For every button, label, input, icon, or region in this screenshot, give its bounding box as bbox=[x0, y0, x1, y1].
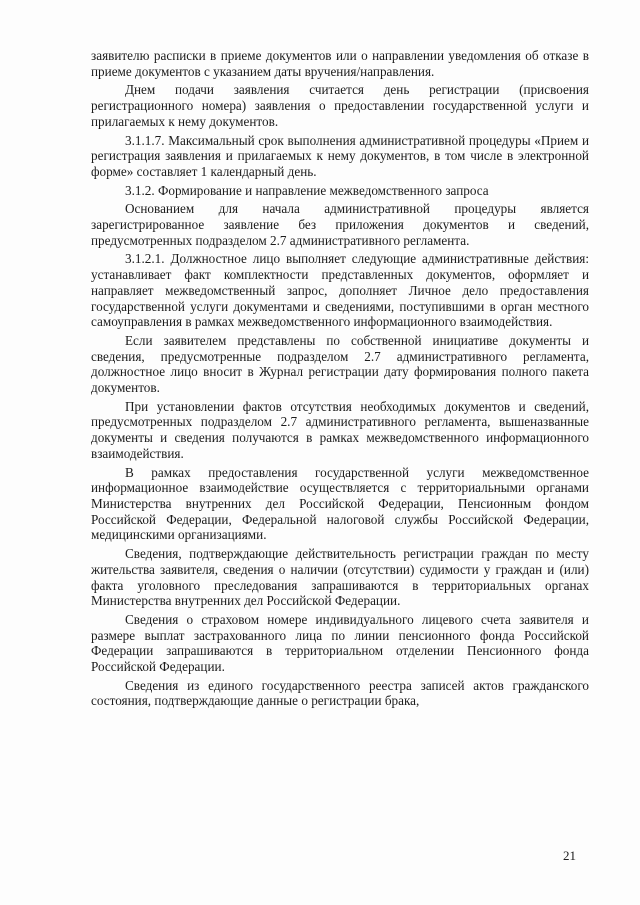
paragraph: Сведения о страховом номере индивидуального лицевого счета заявителя и размере выплат застрахованного лица по линии пенсионного фонда Российской Федерации запрашиваются в территориальном отделении Пенсионного фонда Российской Федерации. bbox=[91, 611, 589, 675]
paragraph: Сведения из единого государственного реестра записей актов гражданского состояния, подтверждающие данные о регистрации брака, bbox=[91, 677, 589, 709]
paragraph: Днем подачи заявления считается день регистрации (присвоения регистрационного номера) заявления о предоставлении государственной услуги и прилагаемых к нему документов. bbox=[91, 82, 589, 129]
section-heading: 3.1.2. Формирование и направление межведомственного запроса bbox=[125, 182, 489, 198]
document-body bbox=[91, 48, 589, 712]
paragraph: 3.1.1.7. Максимальный срок выполнения административной процедуры «Прием и регистрация заявления и прилагаемых к нему документов, в том числе в электронной форме» составляет 1 календарный день. bbox=[91, 132, 589, 179]
paragraph: Если заявителем представлены по собственной инициативе документы и сведения, предусмотренные подразделом 2.7 административного регламента, должностное лицо вносит в Журнал регистрации дату формирования полного пакета документов. bbox=[91, 332, 589, 396]
paragraph: При установлении фактов отсутствия необходимых документов и сведений, предусмотренных подразделом 2.7 административного регламента, вышеназванные документы и сведения получаются в рамках межведомственного информационного взаимодействия. bbox=[91, 398, 589, 461]
paragraph: Основанием для начала административной процедуры является зарегистрированное заявление без приложения документов и сведений, предусмотренных подразделом 2.7 административного регламента. bbox=[91, 201, 589, 248]
paragraph: Сведения, подтверждающие действительность регистрации граждан по месту жительства заявителя, сведения о наличии (отсутствии) судимости у граждан и (или) факта уголовного преследования запрашиваются в территориальных органах Министерства внутренних дел Российской Федерации. bbox=[91, 546, 589, 609]
paragraph: заявителю расписки в приеме документов или о направлении уведомления об отказе в приеме документов с указанием даты вручения/направления. bbox=[91, 48, 589, 79]
page-number: 21 bbox=[563, 848, 576, 863]
paragraph: В рамках предоставления государственной услуги межведомственное информационное взаимодействие осуществляется с территориальными органами Министерства внутренних дел Российской Федерации, Пенсионным фондом Российской Федерации, Федеральной налоговой службы Российской Федерации, медицинскими организациями. bbox=[91, 464, 589, 543]
paragraph: 3.1.2.1. Должностное лицо выполняет следующие административные действия: устанавливает факт комплектности представленных документов, оформляет и направляет межведомственный запрос, дополняет Личное дело предоставления государственной услуги документами и сведениями, поступившими в орган местного самоуправления в рамках межведомственного информационного взаимодействия. bbox=[91, 251, 589, 330]
